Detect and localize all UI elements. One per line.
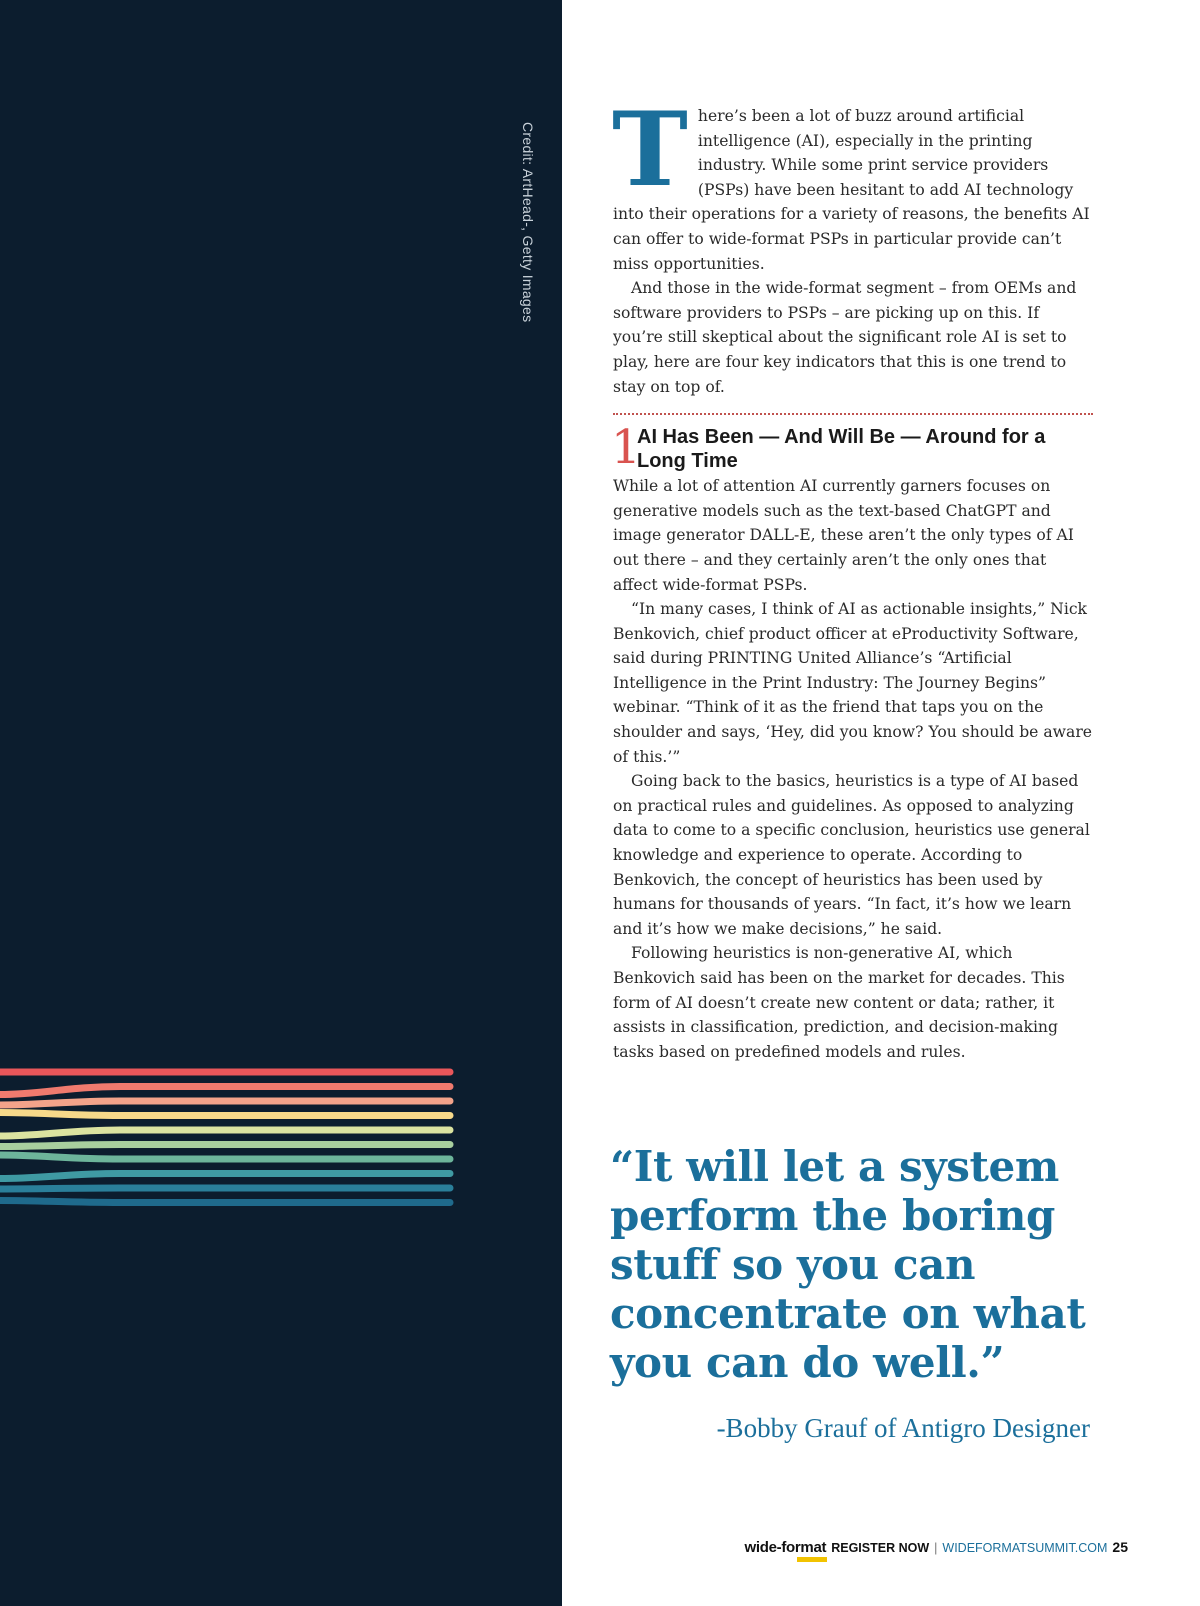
section-number: 1 <box>611 420 641 476</box>
page-footer <box>745 1539 1129 1556</box>
section-title: AI Has Been — And Will Be — Around for a Long Time <box>637 426 1046 473</box>
pull-quote-attribution: -Bobby Grauf of Antigro Designer <box>716 1413 1090 1443</box>
stripe-line <box>0 1087 450 1095</box>
section-heading <box>611 420 1093 476</box>
intro-paragraph: And those in the wide-format segment – from OEMs and software providers to PSPs – are picking up on this. If you’re still skeptical about the significant role AI is set to play, here are four key indicators that this is one trend to stay on top of. <box>613 279 1077 396</box>
wide-format-logo: wide-format <box>744 1539 827 1556</box>
stripe-line <box>0 1201 450 1203</box>
section-divider <box>613 413 1093 415</box>
body-paragraph: While a lot of attention AI currently garners focuses on generative models such as the text-based ChatGPT and image generator DALL-E, these aren’t the only types of AI out there – and they certainly aren’t the only ones that affect wide-format PSPs. <box>613 477 1074 594</box>
footer-separator: | <box>934 1541 938 1555</box>
intro-paragraph: here’s been a lot of buzz around artificial intelligence (AI), especially in the printing industry. While some print service providers (PSPs) have been hesitant to add AI technology into their operations for a variety of reasons, the benefits AI can offer to wide-format PSPs in particular provide can’t miss opportunities. <box>613 107 1090 273</box>
register-now-text: REGISTER NOW <box>831 1541 930 1555</box>
stripe-line <box>0 1101 450 1105</box>
stripe-line <box>0 1145 450 1147</box>
stripe-line <box>0 1188 450 1189</box>
stripe-line <box>0 1155 450 1159</box>
article-body <box>611 90 1093 1064</box>
body-paragraph: “In many cases, I think of AI as actionable insights,” Nick Benkovich, chief product officer at eProductivity Software, said during PRINTING United Alliance’s “Artificial Intelligence in the Print Industry: The Journey Begins” webinar. “Think of it as the friend that taps you on the shoulder and says, ‘Hey, did you know? You should be aware of this.’” <box>613 600 1092 766</box>
photo-credit: Credit: ArtHead-, Getty Images <box>520 122 536 323</box>
body-paragraph: Going back to the basics, heuristics is a type of AI based on practical rules and guidelines. As opposed to analyzing data to come to a specific conclusion, heuristics use general knowledge and experience to operate. According to Benkovich, the concept of heuristics has been used by humans for thousands of years. “In fact, it’s how we learn and it’s how we make decisions,” he said. <box>613 772 1090 938</box>
drop-cap: T <box>612 90 688 210</box>
stripe-line <box>0 1130 450 1136</box>
color-stripes-illustration <box>0 1060 460 1210</box>
website-link[interactable]: WIDEFORMATSUMMIT.COM <box>942 1541 1108 1555</box>
stripe-line <box>0 1113 450 1116</box>
body-paragraph: Following heuristics is non-generative AI, which Benkovich said has been on the market for decades. This form of AI doesn’t create new content or data; rather, it assists in classification, prediction, and decision-making tasks based on predefined models and rules. <box>613 944 1065 1061</box>
page-number: 25 <box>1112 1539 1128 1555</box>
stripe-line <box>0 1174 450 1179</box>
pull-quote: “It will let a system perform the boring stuff so you can concentrate on what you can do well.” <box>610 1142 1086 1387</box>
cover-image-panel <box>0 0 562 1606</box>
